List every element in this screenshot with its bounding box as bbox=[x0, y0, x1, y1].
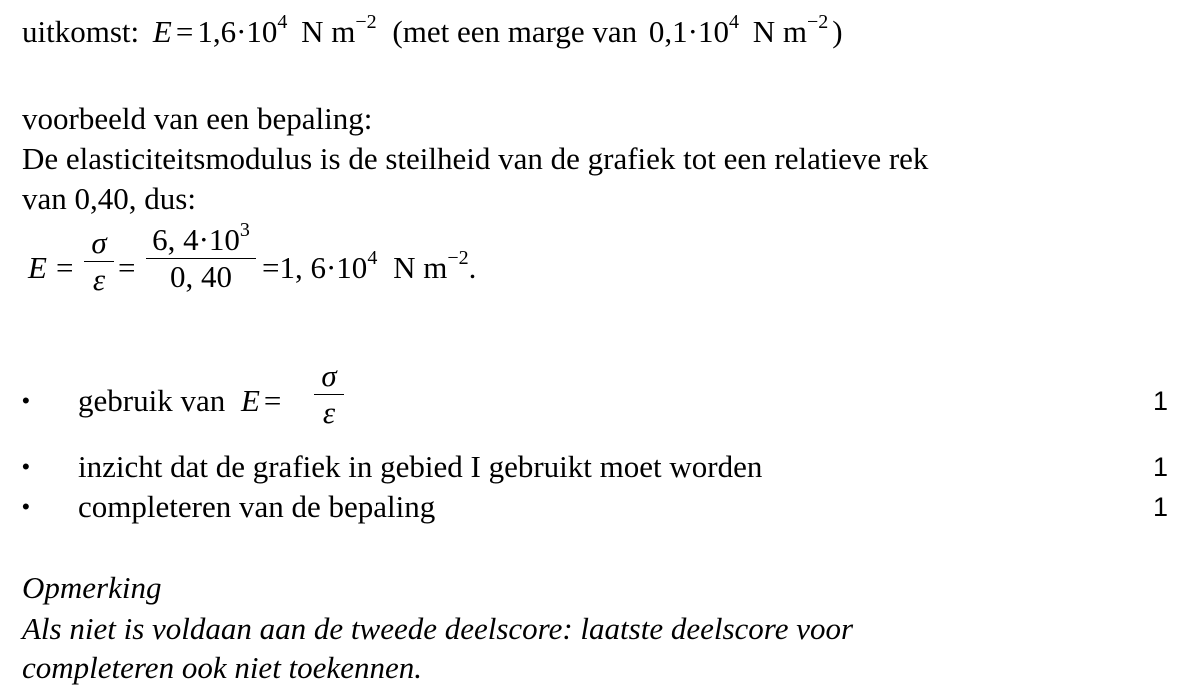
uitkomst-unit-exp: −2 bbox=[355, 11, 377, 33]
uitkomst-label: uitkomst: bbox=[22, 14, 140, 49]
criterion-text: completeren van de bepaling bbox=[78, 489, 436, 524]
uitkomst-exp: 4 bbox=[277, 11, 288, 33]
uitkomst-E: E bbox=[152, 14, 172, 49]
bullet-icon: • bbox=[22, 388, 30, 413]
uitkomst-marge-exp: 4 bbox=[728, 11, 739, 33]
formula-unit-exp: −2 bbox=[447, 247, 469, 269]
uitkomst-line bbox=[22, 11, 843, 50]
formula-result bbox=[262, 247, 477, 286]
formula-unit: N m bbox=[393, 250, 448, 285]
formula-denominator: 0, 40 bbox=[170, 259, 232, 294]
bullet-icon: • bbox=[22, 494, 30, 519]
opmerking-line2: completeren ook niet toekennen. bbox=[22, 650, 422, 685]
criterion-epsilon: ε bbox=[322, 395, 336, 430]
criterion-score: 1 bbox=[1152, 386, 1168, 416]
fraction-sigma-over-epsilon bbox=[84, 225, 114, 298]
formula-numerator bbox=[146, 219, 256, 258]
criterion-formula-E: E bbox=[240, 383, 260, 418]
criterion-label: gebruik van bbox=[78, 383, 226, 418]
criterion-sigma: σ bbox=[321, 358, 337, 393]
voorbeeld-heading: voorbeeld van een bepaling: bbox=[22, 101, 373, 136]
uitkomst-marge-unit-exp: −2 bbox=[806, 11, 829, 33]
voorbeeld-line1: De elasticiteitsmodulus is de steilheid van de grafiek tot een relatieve rek bbox=[22, 141, 929, 176]
voorbeeld-line2: van 0,40, dus: bbox=[22, 181, 196, 216]
criterion-score: 1 bbox=[1152, 452, 1168, 482]
criterion-score: 1 bbox=[1152, 492, 1168, 522]
criterion-formula-eq: = bbox=[263, 383, 282, 418]
fraction-value bbox=[146, 219, 256, 295]
formula-num-exp: 3 bbox=[239, 219, 250, 241]
bullet-icon: • bbox=[22, 454, 30, 479]
formula-sigma: σ bbox=[91, 225, 107, 260]
formula-eq2: = bbox=[118, 250, 136, 285]
formula-eq3: = bbox=[262, 250, 280, 285]
formula-eq1: = bbox=[56, 250, 74, 285]
uitkomst-eq: = bbox=[175, 14, 194, 49]
opmerking-heading: Opmerking bbox=[22, 570, 162, 605]
uitkomst-mantissa: 1,6·10 bbox=[197, 14, 278, 49]
uitkomst-marge-unit: N m bbox=[752, 14, 807, 49]
formula-epsilon: ε bbox=[92, 262, 106, 297]
formula-E: E bbox=[28, 250, 47, 285]
formula-num-mantissa: 6, 4·10 bbox=[152, 222, 240, 257]
formula-result-exp: 4 bbox=[367, 247, 378, 269]
criterion-text bbox=[78, 383, 285, 419]
criterion-fraction bbox=[314, 358, 344, 431]
formula-end: . bbox=[468, 250, 477, 285]
uitkomst-marge-close: ) bbox=[832, 14, 843, 49]
uitkomst-marge-mantissa: 0,1·10 bbox=[648, 14, 729, 49]
uitkomst-unit: N m bbox=[301, 14, 356, 49]
formula-result-mantissa: 1, 6·10 bbox=[279, 250, 368, 285]
criterion-text: inzicht dat de grafiek in gebied I gebruikt moet worden bbox=[78, 449, 763, 484]
uitkomst-marge-open: (met een marge van bbox=[392, 14, 638, 49]
opmerking-line1: Als niet is voldaan aan de tweede deelscore: laatste deelscore voor bbox=[22, 611, 854, 646]
